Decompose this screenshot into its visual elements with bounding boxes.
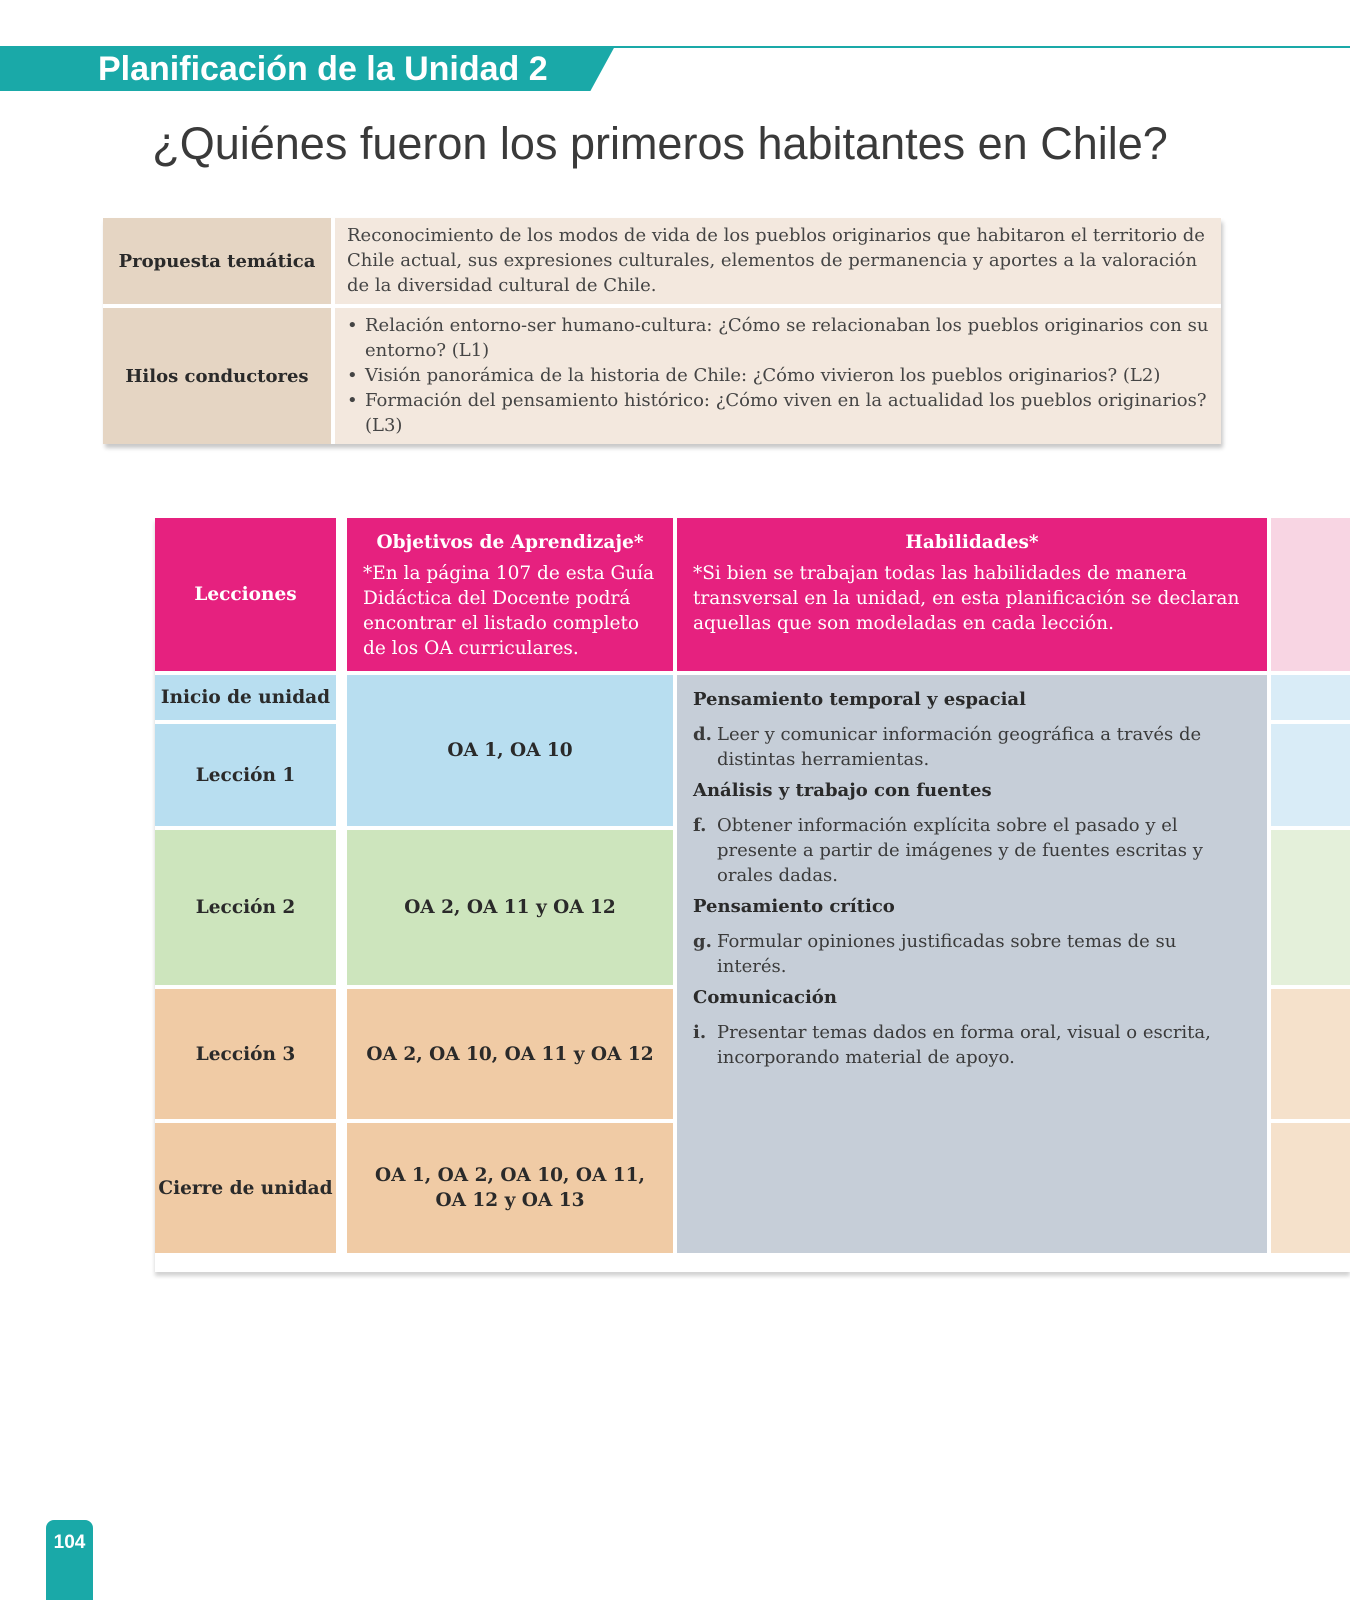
extra-cell-leccion3 [1271, 989, 1350, 1119]
habilidades-header [677, 518, 1267, 671]
row-leccion1-label: Lección 1 [155, 724, 336, 826]
skill-text: Leer y comunicar información geográfica a través de distintas herramientas. [717, 724, 1202, 770]
skill-item [693, 1020, 1251, 1070]
skill-text: Presentar temas dados en forma oral, visual o escrita, incorporando material de apoyo. [717, 1022, 1211, 1068]
oa-inicio-leccion1: OA 1, OA 10 [347, 675, 673, 826]
hilos-list [347, 313, 1209, 438]
extra-cell-leccion2 [1271, 830, 1350, 985]
habilidades-header-title: Habilidades* [905, 532, 1039, 553]
habilidades-cell [677, 675, 1267, 1253]
skill-text: Obtener información explícita sobre el pasado y el presente a partir de imágenes y de fuentes escritas y orales dadas. [717, 815, 1203, 886]
propuesta-text: Reconocimiento de los modos de vida de los pueblos originarios que habitaron el territorio de Chile actual, sus expresiones culturales, elementos de permanencia y aportes a la valoración de la diversidad cultural de Chile. [335, 218, 1221, 304]
oa-cierre: OA 1, OA 2, OA 10, OA 11, OA 12 y OA 13 [347, 1123, 673, 1253]
skill-item [693, 722, 1251, 772]
skill-heading: Comunicación [693, 987, 837, 1008]
skill-letter: f. [693, 815, 707, 836]
unit-question-title: ¿Quiénes fueron los primeros habitantes en Chile? [152, 118, 1168, 169]
skill-heading: Pensamiento crítico [693, 896, 895, 917]
skill-letter: g. [693, 931, 712, 952]
propuesta-label: Propuesta temática [103, 218, 331, 304]
hilos-item: • Visión panorámica de la historia de Chile: ¿Cómo vivieron los pueblos originarios? (L2) [347, 363, 1209, 388]
skill-item [693, 813, 1251, 888]
topic-table [103, 218, 1221, 444]
oa-leccion3: OA 2, OA 10, OA 11 y OA 12 [347, 989, 673, 1119]
skill-item [693, 929, 1251, 979]
extra-cell-leccion1 [1271, 724, 1350, 826]
hilos-item: • Formación del pensamiento histórico: ¿Cómo viven en la actualidad los pueblos originarios? (L3) [347, 388, 1209, 438]
oa-header-note: *En la página 107 de esta Guía Didáctica del Docente podrá encontrar el listado completo de los OA curriculares. [363, 563, 655, 659]
row-leccion2-label: Lección 2 [155, 830, 336, 985]
hilos-item: • Relación entorno-ser humano-cultura: ¿Cómo se relacionaban los pueblos originarios con su entorno? (L1) [347, 313, 1209, 363]
planning-table [155, 518, 1350, 1272]
page-title: Planificación de la Unidad 2 [98, 50, 548, 88]
oa-leccion2: OA 2, OA 11 y OA 12 [347, 830, 673, 985]
page-number: 104 [53, 1532, 86, 1553]
hilos-list-cell [335, 308, 1221, 444]
skill-letter: d. [693, 724, 712, 745]
row-leccion3-label: Lección 3 [155, 989, 336, 1119]
row-inicio-label: Inicio de unidad [155, 675, 336, 720]
row-cierre-label: Cierre de unidad [155, 1123, 336, 1253]
habilidades-header-note: *Si bien se trabajan todas las habilidades de manera transversal en la unidad, en esta planificación se declaran aquellas que son modeladas en cada lección. [693, 563, 1240, 634]
skill-letter: i. [693, 1022, 707, 1043]
hilos-label: Hilos conductores [103, 308, 331, 444]
hilos-row [103, 308, 1221, 444]
skill-text: Formular opiniones justificadas sobre temas de su interés. [717, 931, 1177, 977]
skill-heading: Pensamiento temporal y espacial [693, 689, 1026, 710]
propuesta-row [103, 218, 1221, 304]
extra-cell-cierre [1271, 1123, 1350, 1253]
skill-heading: Análisis y trabajo con fuentes [693, 780, 992, 801]
extra-cell-inicio [1271, 675, 1350, 720]
extra-column-header [1271, 518, 1350, 671]
oa-header [347, 518, 673, 671]
oa-header-title: Objetivos de Aprendizaje* [376, 532, 644, 553]
lecciones-header: Lecciones [155, 518, 336, 671]
